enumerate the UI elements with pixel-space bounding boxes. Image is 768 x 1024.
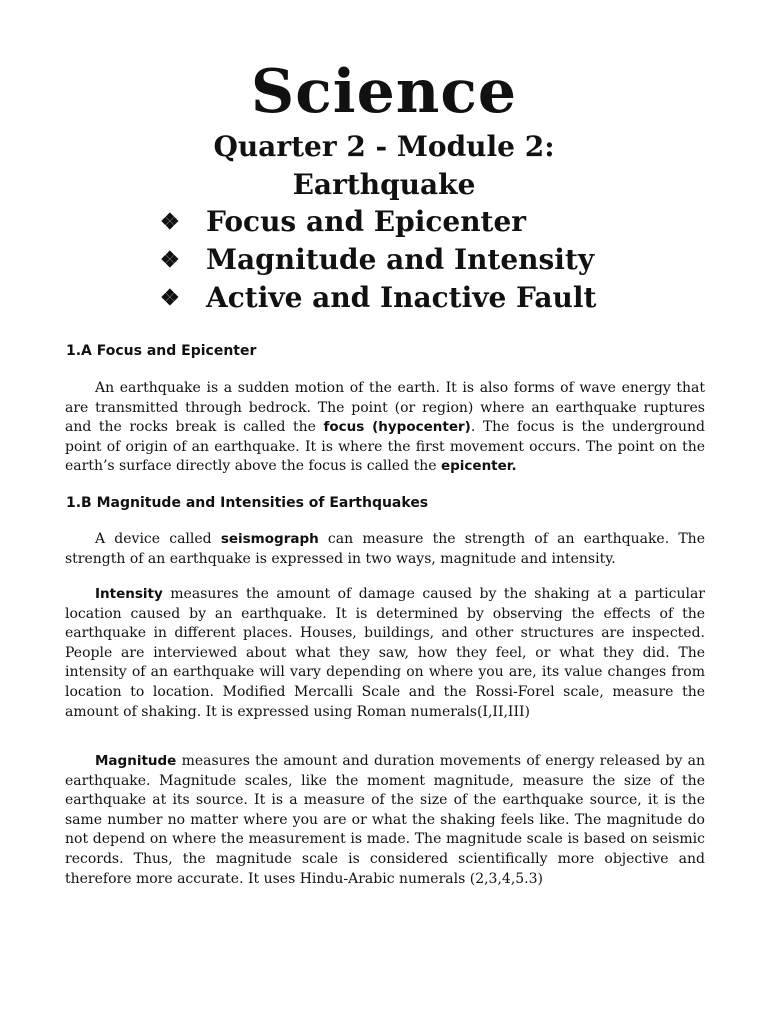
topic-subtitle: Earthquake: [292, 168, 476, 201]
section-heading-focus-epicenter: 1.A Focus and Epicenter: [66, 343, 257, 359]
keyword-intensity: Intensity: [95, 586, 163, 602]
paragraph-focus-epicenter: An earthquake is a sudden motion of the earth. It is also forms of wave energy that are transmitted through bedrock. The point (or region) where an earthquake ruptures and the rocks break is called the focus (hypocenter). The focus is the underground point of origin of an earthquake. It is where the first movement occurs. The point on the earth’s surface directly above the focus is called the epicenter.: [65, 380, 705, 475]
topic-list: [160, 203, 596, 317]
diamond-bullet-icon: ❖: [160, 209, 180, 235]
topic-label: Active and Inactive Fault: [206, 281, 597, 314]
topic-label: Focus and Epicenter: [206, 205, 527, 238]
paragraph-magnitude: Magnitude measures the amount and duration movements of energy released by an earthquake. Magnitude scales, like the moment magnitude, measure the size of the earthquake at its source. It is a measure of the size of the earthquake source, it is the same number no matter where you are or what the shaking feels like. The magnitude do not depend on where the measurement is made. The magnitude scale is based on seismic records. Thus, the magnitude scale is considered scientifically more objective and therefore more accurate. It uses Hindu-Arabic numerals (2,3,4,5.3): [65, 753, 705, 887]
paragraph-seismograph: A device called seismograph can measure the strength of an earthquake. The strength of an earthquake is expressed in two ways, magnitude and intensity.: [65, 531, 705, 567]
topic-item: [160, 203, 596, 241]
diamond-bullet-icon: ❖: [160, 285, 180, 311]
topic-item: [160, 241, 596, 279]
paragraph-intensity: Intensity measures the amount of damage caused by the shaking at a particular location caused by an earthquake. It is determined by observing the effects of the earthquake in different places. Houses, buildings, and other structures are inspected. People are interviewed about what they saw, how they feel, or what they did. The intensity of an earthquake will vary depending on where you are, its value changes from location to location. Modified Mercalli Scale and the Rossi-Forel scale, measure the amount of shaking. It is expressed using Roman numerals(I,II,III): [65, 586, 705, 720]
section-heading-magnitude-intensity: 1.B Magnitude and Intensities of Earthquakes: [66, 495, 429, 511]
document-title: Science: [250, 57, 518, 127]
keyword-seismograph: seismograph: [220, 531, 319, 547]
keyword-epicenter: epicenter.: [440, 458, 517, 475]
topic-item: [160, 279, 596, 317]
keyword-magnitude: Magnitude: [95, 753, 177, 769]
diamond-bullet-icon: ❖: [160, 247, 180, 273]
topic-label: Magnitude and Intensity: [206, 243, 595, 276]
module-subtitle: Quarter 2 - Module 2:: [213, 130, 555, 163]
keyword-focus: focus (hypocenter): [323, 419, 471, 436]
